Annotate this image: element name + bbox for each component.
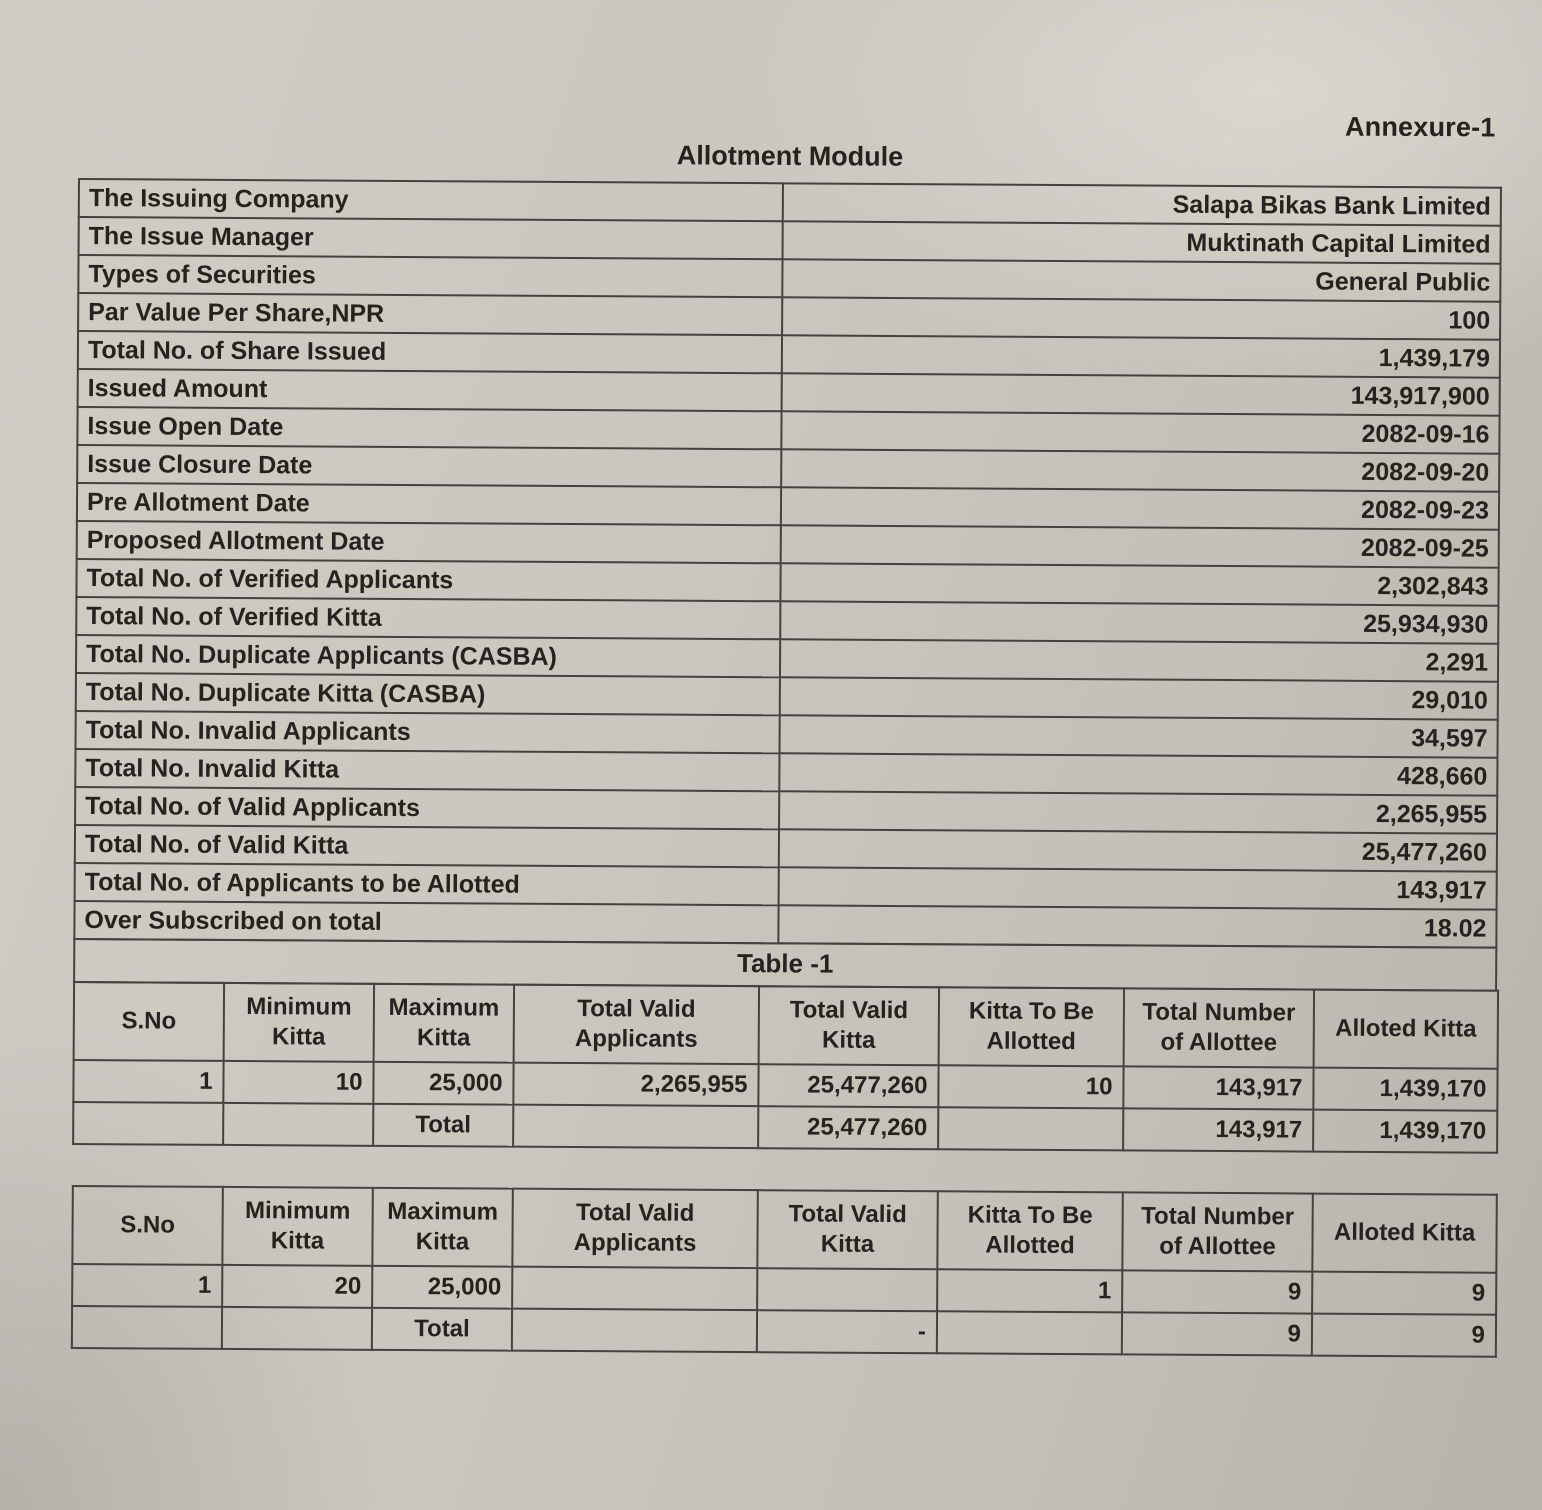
total-label: Total [373,1104,513,1147]
info-value: 25,477,260 [779,829,1497,871]
info-value: 2,291 [780,639,1498,681]
cell-alloted-kitta: 9 [1312,1314,1496,1357]
info-value: 143,917 [779,867,1497,909]
cell-alloted-kitta: 9 [1312,1272,1496,1315]
info-value: General Public [782,259,1500,301]
page-title: Allotment Module [676,140,904,172]
info-label: Types of Securities [78,255,782,297]
info-label: Proposed Allotment Date [77,521,781,563]
info-label: Par Value Per Share,NPR [78,293,782,335]
info-label: Total No. Invalid Applicants [76,711,780,753]
info-label: Total No. of Share Issued [78,331,782,373]
cell-valid-applicants: 2,265,955 [513,1063,758,1106]
info-value: 428,660 [779,753,1497,795]
cell-valid-kitta: - [757,1310,937,1353]
cell-kitta-to-be-allotted [938,1107,1123,1150]
info-value: 29,010 [780,677,1498,719]
info-value: Salapa Bikas Bank Limited [783,183,1501,225]
cell-valid-kitta [757,1268,937,1311]
column-header: Total Number of Allottee [1122,1192,1312,1271]
info-label: Total No. Invalid Kitta [75,749,779,791]
info-value: 34,597 [779,715,1497,757]
total-row [72,1306,1496,1357]
info-label: Issue Open Date [77,407,781,449]
info-label: Total No. of Valid Kitta [75,825,779,867]
column-header: Kitta To Be Allotted [939,987,1124,1066]
cell-number-of-allottee: 143,917 [1123,1066,1313,1109]
column-header: Alloted Kitta [1312,1194,1496,1273]
column-header: Total Valid Kitta [757,1190,937,1269]
annexure-label: Annexure-1 [1345,111,1497,143]
column-header: Total Valid Kitta [759,986,939,1065]
info-label: Total No. of Verified Applicants [76,559,780,601]
info-label: Over Subscribed on total [74,901,778,943]
info-value: 2082-09-25 [781,525,1499,567]
total-label: Total [372,1308,512,1351]
column-header: Alloted Kitta [1314,990,1498,1069]
info-value: 25,934,930 [780,601,1498,643]
cell-valid-kitta: 25,477,260 [758,1106,938,1149]
cell-alloted-kitta: 1,439,170 [1313,1068,1497,1111]
total-row [73,1102,1497,1153]
info-value: 2,265,955 [779,791,1497,833]
cell-sno: 1 [73,1060,223,1103]
column-header: Maximum Kitta [372,1188,512,1267]
info-label: Issue Closure Date [77,445,781,487]
info-value: 2082-09-20 [781,449,1499,491]
header-row [72,1186,1496,1273]
column-header: Total Valid Applicants [512,1189,757,1268]
info-label: Total No. Duplicate Kitta (CASBA) [76,673,780,715]
cell-sno: 1 [72,1264,222,1307]
allotment-table-1 [72,981,1499,1154]
info-label: Total No. of Valid Applicants [75,787,779,829]
cell-kitta-to-be-allotted: 1 [937,1269,1122,1312]
cell-kitta-to-be-allotted [937,1311,1122,1354]
info-label: The Issuing Company [79,179,783,221]
cell-valid-applicants [512,1267,757,1310]
info-value: 143,917,900 [782,373,1500,415]
cell-min-kitta [222,1307,372,1350]
cell-max-kitta: 25,000 [372,1266,512,1309]
cell-alloted-kitta: 1,439,170 [1313,1110,1497,1153]
column-header: S.No [74,982,224,1061]
header-row [74,982,1498,1069]
cell-valid-applicants [512,1309,757,1352]
column-header: Minimum Kitta [224,983,374,1062]
document-body [71,178,1502,1358]
column-header: Minimum Kitta [222,1187,372,1266]
cell-min-kitta [223,1103,373,1146]
cell-number-of-allottee: 143,917 [1123,1108,1313,1151]
info-label: Pre Allotment Date [77,483,781,525]
cell-valid-kitta: 25,477,260 [758,1064,938,1107]
column-header: Maximum Kitta [374,984,514,1063]
info-label: Total No. of Verified Kitta [76,597,780,639]
info-value: 2082-09-16 [781,411,1499,453]
info-value: Muktinath Capital Limited [783,221,1501,263]
table1-caption: Table -1 [73,938,1497,992]
cell-min-kitta: 20 [222,1265,372,1308]
info-value: 2082-09-23 [781,487,1499,529]
info-label: Total No. of Applicants to be Allotted [75,863,779,905]
cell-sno [72,1306,222,1349]
cell-kitta-to-be-allotted: 10 [938,1065,1123,1108]
info-value: 1,439,179 [782,335,1500,377]
allotment-info-table [73,178,1502,949]
info-value: 18.02 [778,905,1496,947]
column-header: Kitta To Be Allotted [937,1191,1122,1270]
info-label: Total No. Duplicate Applicants (CASBA) [76,635,780,677]
cell-valid-applicants [513,1105,758,1148]
info-value: 100 [782,297,1500,339]
info-label: Issued Amount [78,369,782,411]
cell-number-of-allottee: 9 [1122,1270,1312,1313]
cell-max-kitta: 25,000 [373,1062,513,1105]
allotment-table-2 [71,1185,1498,1358]
cell-min-kitta: 10 [223,1061,373,1104]
column-header: S.No [72,1186,222,1265]
column-header: Total Valid Applicants [514,985,759,1064]
info-label: The Issue Manager [79,217,783,259]
cell-sno [73,1102,223,1145]
column-header: Total Number of Allottee [1124,988,1314,1067]
info-value: 2,302,843 [780,563,1498,605]
cell-number-of-allottee: 9 [1122,1312,1312,1355]
